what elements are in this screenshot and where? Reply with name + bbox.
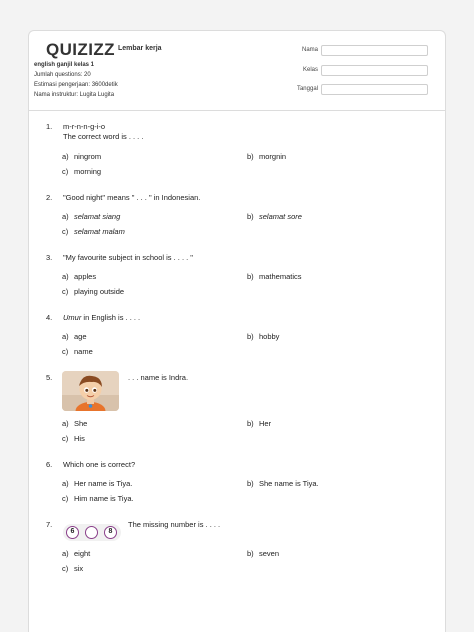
option-letter: a) bbox=[62, 272, 69, 281]
name-label: Nama bbox=[301, 47, 318, 53]
answer-option[interactable] bbox=[62, 434, 85, 443]
question-number: 5. bbox=[46, 373, 53, 382]
option-letter: c) bbox=[62, 287, 69, 296]
answer-option[interactable] bbox=[62, 549, 90, 558]
option-letter: a) bbox=[62, 549, 69, 558]
question-number: 1. bbox=[46, 122, 53, 131]
questions-count: Jumlah questions: 20 bbox=[34, 72, 91, 78]
option-text: Her bbox=[259, 419, 272, 428]
option-letter: b) bbox=[247, 332, 254, 341]
option-letter: b) bbox=[247, 212, 254, 221]
question-text: "Good night" means " . . . " in Indonesian. bbox=[63, 193, 201, 202]
name-field[interactable] bbox=[321, 45, 428, 56]
option-text: ningrom bbox=[74, 152, 102, 161]
option-letter: c) bbox=[62, 167, 69, 176]
question-text: "My favourite subject in school is . . . . " bbox=[63, 253, 193, 262]
option-letter: b) bbox=[247, 419, 254, 428]
option-text: selamat sore bbox=[259, 212, 302, 221]
question-text-rest: in English is . . . . bbox=[81, 313, 141, 322]
option-letter: b) bbox=[247, 479, 254, 488]
answer-option[interactable] bbox=[62, 564, 83, 573]
answer-option[interactable] bbox=[62, 479, 132, 488]
option-text: mathematics bbox=[259, 272, 302, 281]
option-text: She bbox=[74, 419, 88, 428]
question-text: m-r-n-n-g-i-o bbox=[63, 122, 106, 131]
option-letter: c) bbox=[62, 434, 69, 443]
option-text: apples bbox=[74, 272, 97, 281]
option-text: playing outside bbox=[74, 287, 125, 296]
answer-option[interactable] bbox=[247, 549, 279, 558]
question-number: 4. bbox=[46, 313, 53, 322]
class-label: Kelas bbox=[302, 67, 318, 73]
answer-option[interactable] bbox=[62, 287, 124, 296]
option-text: selamat siang bbox=[74, 212, 121, 221]
answer-option[interactable] bbox=[62, 152, 101, 161]
answer-option[interactable] bbox=[62, 332, 87, 341]
question-text: Which one is correct? bbox=[63, 460, 136, 469]
number-sequence bbox=[63, 524, 121, 541]
answer-option[interactable] bbox=[247, 212, 302, 221]
sheet-title: Lembar kerja bbox=[118, 45, 162, 52]
class-field[interactable] bbox=[321, 65, 428, 76]
answer-option[interactable] bbox=[62, 347, 93, 356]
question-text: The correct word is . . . . bbox=[63, 132, 144, 141]
answer-option[interactable] bbox=[62, 167, 101, 176]
sequence-blank bbox=[85, 526, 98, 539]
option-letter: b) bbox=[247, 272, 254, 281]
answer-option[interactable] bbox=[62, 494, 134, 503]
question-keyword: Umur bbox=[63, 313, 82, 322]
option-text: hobby bbox=[259, 332, 280, 341]
worksheet-page bbox=[28, 30, 446, 632]
question-image bbox=[62, 371, 119, 411]
option-text: eight bbox=[74, 549, 91, 558]
option-letter: a) bbox=[62, 479, 69, 488]
quizizz-logo: QUIZIZZ bbox=[46, 40, 115, 59]
instructor-name: Nama instruktur: Lugita Lugita bbox=[34, 92, 115, 98]
answer-option[interactable] bbox=[247, 479, 319, 488]
option-text: name bbox=[74, 347, 93, 356]
answer-option[interactable] bbox=[247, 419, 271, 428]
answer-option[interactable] bbox=[247, 272, 302, 281]
answer-option[interactable] bbox=[62, 212, 120, 221]
option-letter: c) bbox=[62, 564, 69, 573]
date-field[interactable] bbox=[321, 84, 428, 95]
worksheet-header bbox=[29, 31, 445, 111]
option-letter: a) bbox=[62, 332, 69, 341]
option-letter: b) bbox=[247, 549, 254, 558]
option-text: She name is Tiya. bbox=[259, 479, 319, 488]
question-number: 3. bbox=[46, 253, 53, 262]
answer-option[interactable] bbox=[247, 332, 279, 341]
option-text: Her name is Tiya. bbox=[74, 479, 133, 488]
option-letter: a) bbox=[62, 419, 69, 428]
quiz-title: english ganjil kelas 1 bbox=[34, 62, 95, 68]
option-letter: b) bbox=[247, 152, 254, 161]
answer-option[interactable] bbox=[62, 272, 96, 281]
option-text: age bbox=[74, 332, 87, 341]
option-letter: c) bbox=[62, 494, 69, 503]
sequence-number: 8 bbox=[104, 526, 117, 539]
option-letter: c) bbox=[62, 227, 69, 236]
option-text: His bbox=[74, 434, 85, 443]
question-number: 2. bbox=[46, 193, 53, 202]
option-text: seven bbox=[259, 549, 280, 558]
option-letter: a) bbox=[62, 152, 69, 161]
question-number: 7. bbox=[46, 520, 53, 529]
question-number: 6. bbox=[46, 460, 53, 469]
answer-option[interactable] bbox=[62, 227, 125, 236]
option-text: six bbox=[74, 564, 84, 573]
option-text: morning bbox=[74, 167, 102, 176]
sequence-number: 6 bbox=[66, 526, 79, 539]
date-label: Tanggal bbox=[296, 86, 318, 92]
answer-option[interactable] bbox=[247, 152, 286, 161]
option-text: Him name is Tiya. bbox=[74, 494, 134, 503]
boy-cartoon-image bbox=[62, 371, 119, 411]
time-estimate: Estimasi pengerjaan: 3600detik bbox=[34, 82, 118, 88]
question-text: . . . name is Indra. bbox=[128, 373, 189, 382]
option-letter: c) bbox=[62, 347, 69, 356]
option-text: morgnin bbox=[259, 152, 287, 161]
answer-option[interactable] bbox=[62, 419, 87, 428]
option-text: selamat malam bbox=[74, 227, 125, 236]
question-text bbox=[63, 313, 140, 322]
option-letter: a) bbox=[62, 212, 69, 221]
question-text: The missing number is . . . . bbox=[128, 520, 221, 529]
